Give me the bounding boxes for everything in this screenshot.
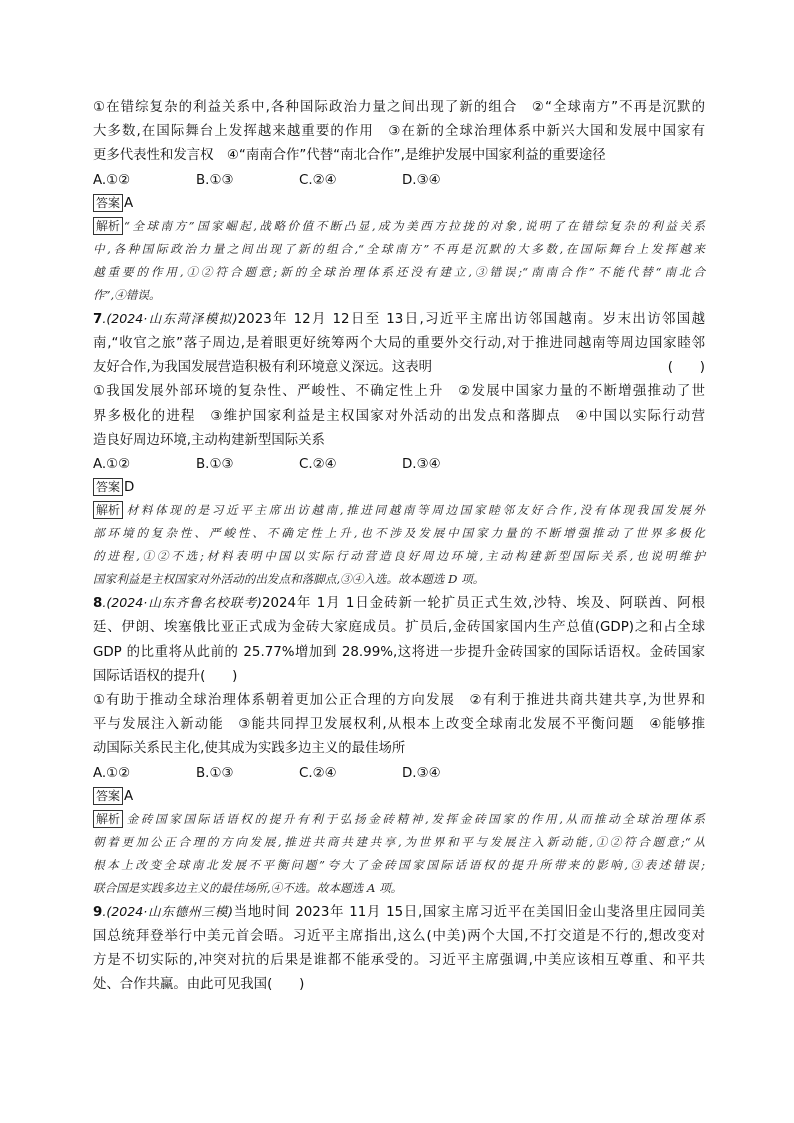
q7-stem-line: 2023年 12月 12日至 13日,习近平主席出访邻国越南。岁末出访邻国越 <box>237 311 705 327</box>
explanation-line: 国家利益是主权国家对外活动的出发点和落脚点,③④入选。故本题选 D 项。 <box>93 572 485 587</box>
choice-a: A.①② <box>93 765 131 781</box>
q8-answer <box>93 786 705 808</box>
answer-value: D <box>124 480 135 496</box>
question-source: .(2024·山东菏泽模拟) <box>102 310 238 326</box>
q7-option-line: 界多极化的进程 ③维护国家利益是主权国家对外活动的出发点和落脚点 ④中国以实际行动营 <box>93 408 705 424</box>
explanation-line: 作”,④错误。 <box>93 287 161 302</box>
choice-b: B.①③ <box>196 765 234 781</box>
q7-stem-line: 南,“收官之旅”落子周边,是着眼更好统筹两个大局的重要外交行动,对于推进同越南等周边国家睦邻 <box>93 336 705 352</box>
q8-stem-line: 国际话语权的提升( ) <box>93 668 238 684</box>
exam-page <box>93 96 705 998</box>
explanation-line: 金砖国家国际话语权的提升有利于弘扬金砖精神,发挥金砖国家的作用,从而推动全球治理体系 <box>124 811 705 826</box>
question-8 <box>93 591 705 900</box>
explanation-tag: 解析 <box>93 810 123 828</box>
q9-stem-line: 国总统拜登举行中美元首会晤。习近平主席指出,这么(中美)两个大国,不打交道是不行的,想改变对 <box>93 929 705 945</box>
choice-c: C.②④ <box>299 765 337 781</box>
explanation-line: 越重要的作用,①②符合题意;新的全球治理体系还没有建立,③错误;“南南合作”不能代替“南北合 <box>93 264 705 279</box>
q8-explanation <box>93 808 705 900</box>
q6-stem-line: 更多代表性和发言权 ④“南南合作”代替“南北合作”,是维护发展中国家利益的重要途径 <box>93 148 606 164</box>
q8-option-line: 动国际关系民主化,使其成为实践多边主义的最佳场所 <box>93 741 406 757</box>
q8-option-line: 平与发展注入新动能 ③能共同捍卫发展权利,从根本上改变全球南北发展不平衡问题 ④能够推 <box>93 717 705 733</box>
explanation-line: 材料体现的是习近平主席出访越南,推进同越南等周边国家睦邻友好合作,没有体现我国发展外 <box>124 503 705 518</box>
q7-choices <box>93 453 705 477</box>
question-7 <box>93 307 705 591</box>
q8-option-line: ①有助于推动全球治理体系朝着更加公正合理的方向发展 ②有利于推进共商共建共享,为世界和 <box>93 693 705 709</box>
q6-answer <box>93 193 705 215</box>
question-number: 8 <box>93 596 103 612</box>
choice-b: B.①③ <box>196 457 234 473</box>
q8-stem-line: 2024年 1月 1日金砖新一轮扩员正式生效,沙特、埃及、阿联酋、阿根 <box>261 596 705 612</box>
choice-c: C.②④ <box>299 172 337 188</box>
answer-bracket: ( ) <box>667 360 705 376</box>
explanation-line: 联合国是实践多边主义的最佳场所,④不选。故本题选 A 项。 <box>93 880 403 895</box>
question-source: .(2024·山东齐鲁名校联考) <box>102 595 262 611</box>
q7-option-line: ①我国发展外部环境的复杂性、严峻性、不确定性上升 ②发展中国家力量的不断增强推动了世 <box>93 384 705 400</box>
q7-answer <box>93 477 705 499</box>
explanation-tag: 解析 <box>93 501 123 519</box>
q9-stem-line: 处、合作共赢。由此可见我国( ) <box>93 977 305 993</box>
question-source: .(2024·山东德州三模) <box>102 903 233 919</box>
choice-d: D.③④ <box>402 457 441 473</box>
explanation-line: 根本上改变全球南北发展不平衡问题”夸大了金砖国家国际话语权的提升所带来的影响,③表述错误; <box>93 857 705 872</box>
explanation-line: 的进程,①②不选;材料表明中国以实际行动营造良好周边环境,主动构建新型国际关系,也说明维护 <box>93 549 705 564</box>
answer-tag: 答案 <box>93 478 123 496</box>
q8-choices <box>93 762 705 786</box>
choice-c: C.②④ <box>299 457 337 473</box>
explanation-tag: 解析 <box>93 217 123 235</box>
explanation-line: 部环境的复杂性、严峻性、不确定性上升,也不涉及发展中国家力量的不断增强推动了世界多极化 <box>93 526 705 541</box>
question-number: 7 <box>93 311 103 327</box>
q9-stem-line: 方是不切实际的,冲突对抗的后果是谁都不能承受的。习近平主席强调,中美应该相互尊重、和平共 <box>93 953 705 969</box>
choice-d: D.③④ <box>402 172 441 188</box>
q6-explanation <box>93 215 705 307</box>
answer-tag: 答案 <box>93 194 123 212</box>
question-number: 9 <box>93 904 103 920</box>
answer-tag: 答案 <box>93 787 123 805</box>
choice-a: A.①② <box>93 457 131 473</box>
q7-stem-line: 友好合作,为我国发展营造积极有利环境意义深远。这表明 <box>93 360 433 376</box>
choice-d: D.③④ <box>402 765 441 781</box>
explanation-line: 朝着更加公正合理的方向发展,推进共商共建共享,为世界和平与发展注入新动能,①②符合题意;“从 <box>93 834 705 849</box>
q6-choices <box>93 169 705 193</box>
q8-stem-line: 廷、伊朗、埃塞俄比亚正式成为金砖大家庭成员。扩员后,金砖国家国内生产总值(GDP)之和占全球 <box>93 620 705 636</box>
q7-option-line: 造良好周边环境,主动构建新型国际关系 <box>93 432 325 448</box>
q7-explanation <box>93 499 705 591</box>
q6-stem-line: ①在错综复杂的利益关系中,各种国际政治力量之间出现了新的组合 ②“全球南方”不再是沉默的 <box>93 100 705 115</box>
q9-stem-line: 当地时间 2023年 11月 15日,国家主席习近平在美国旧金山斐洛里庄园同美 <box>232 904 705 920</box>
choice-a: A.①② <box>93 172 131 188</box>
choice-b: B.①③ <box>196 172 234 188</box>
explanation-line: 中,各种国际政治力量之间出现了新的组合,“全球南方”不再是沉默的大多数,在国际舞台上发挥越来 <box>93 241 705 256</box>
q8-stem-line: GDP 的比重将从此前的 25.77%增加到 28.99%,这将进一步提升金砖国家的国际话语权。金砖国家 <box>93 644 705 660</box>
answer-value: A <box>124 788 134 804</box>
question-6 <box>93 96 705 307</box>
question-9 <box>93 900 705 998</box>
answer-value: A <box>124 195 134 211</box>
q6-stem-line: 大多数,在国际舞台上发挥越来越重要的作用 ③在新的全球治理体系中新兴大国和发展中国家有 <box>93 124 705 140</box>
explanation-line: “全球南方”国家崛起,战略价值不断凸显,成为美西方拉拢的对象,说明了在错综复杂的利益关系 <box>124 218 705 233</box>
